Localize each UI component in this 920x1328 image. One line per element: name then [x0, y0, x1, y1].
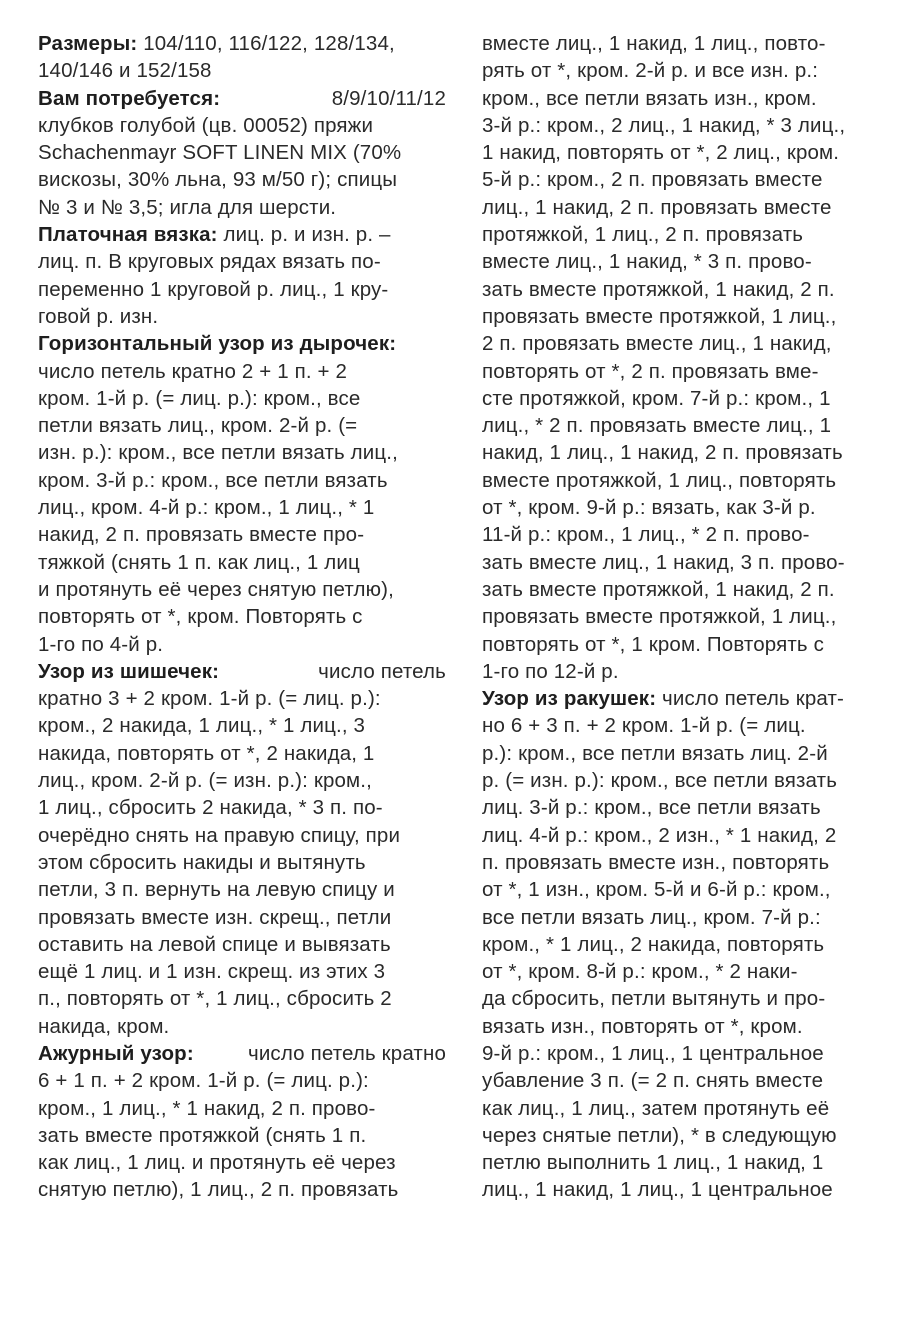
right-column	[482, 30, 892, 1204]
text-line: кром., 2 накида, 1 лиц., * 1 лиц., 3	[38, 714, 366, 738]
text-line: через снятые петли), * в следующую	[482, 1123, 837, 1147]
text-line: зать вместе протяжкой, 1 накид, 2 п.	[482, 577, 835, 601]
text-line: кром. 3-й р.: кром., все петли вязать	[38, 468, 388, 492]
text-line: 3-й р.: кром., 2 лиц., 1 накид, * 3 лиц.,	[482, 113, 846, 137]
text-line: 5-й р.: кром., 2 п. провязать вместе	[482, 168, 823, 192]
text-line: 2 п. провязать вместе лиц., 1 накид,	[482, 332, 832, 356]
text-line: от *, 1 изн., кром. 5-й и 6-й р.: кром.,	[482, 878, 831, 902]
text-line: накида, кром.	[38, 1014, 170, 1038]
shell-heading: Узор из ракушек:	[482, 687, 657, 711]
text-line: 140/146 и 152/158	[38, 59, 212, 83]
text-line: повторять от *, 2 п. провязать вме-	[482, 359, 819, 383]
text-line: изн. р.): кром., все петли вязать лиц.,	[38, 441, 398, 465]
text-line: как лиц., 1 лиц. и протянуть её через	[38, 1151, 396, 1175]
text-line: протяжкой, 1 лиц., 2 п. провязать	[482, 223, 804, 247]
text-line: накида, повторять от *, 2 накида, 1	[38, 741, 375, 765]
text-line: вместе лиц., 1 накид, 1 лиц., повто-	[482, 32, 826, 55]
lace-paragraph	[38, 1040, 446, 1204]
materials-heading: Вам потребуется:	[38, 86, 221, 110]
text-line: Schachenmayr SOFT LINEN MIX (70%	[38, 141, 402, 165]
text-line: рять от *, кром. 2-й р. и все изн. р.:	[482, 59, 819, 83]
text-line: р.): кром., все петли вязать лиц. 2-й	[482, 741, 828, 765]
text-line: клубков голубой (цв. 00052) пряжи	[38, 113, 374, 137]
text-line: от *, кром. 8-й р.: кром., * 2 нaки-	[482, 960, 798, 984]
text-line: и протянуть её через снятую петлю),	[38, 577, 394, 601]
text-line: вместе протяжкой, 1 лиц., повторять	[482, 468, 837, 492]
text-line: убавление 3 п. (= 2 п. снять вместе	[482, 1069, 824, 1093]
text-line: петли, 3 п. вернуть на левую спицу и	[38, 878, 395, 902]
bobble-heading: Узор из шишечек:	[38, 659, 220, 683]
eyelet-paragraph	[38, 330, 446, 658]
text-line: все петли вязать лиц., кром. 7-й р.:	[482, 905, 821, 929]
text-line: 1 лиц., сбросить 2 накида, * 3 п. по-	[38, 796, 383, 820]
text-line: да сбросить, петли вытянуть и про-	[482, 987, 826, 1011]
text-line: лиц., 1 накид, 2 п. провязать вместе	[482, 195, 832, 219]
text-line: лиц. 3-й р.: кром., все петли вязать	[482, 796, 821, 820]
text-line: р. (= изн. р.): кром., все петли вязать	[482, 769, 838, 793]
text-line: оставить на левой спице и вывязать	[38, 932, 391, 956]
text-line: лиц. п. В круговых рядах вязать по-	[38, 250, 381, 274]
text-line: переменно 1 круговой р. лиц., 1 кру-	[38, 277, 389, 301]
sizes-paragraph	[38, 30, 446, 85]
text-line: зать вместе протяжкой, 1 накид, 2 п.	[482, 277, 835, 301]
text-line: кром., * 1 лиц., 2 накида, повторять	[482, 932, 825, 956]
eyelet-heading: Горизонтальный узор из дырочек:	[38, 332, 397, 356]
text-line: лиц. 4-й р.: кром., 2 изн., * 1 накид, 2	[482, 823, 837, 847]
text-line: снятую петлю), 1 лиц., 2 п. провязать	[38, 1178, 399, 1202]
text-line: лиц., 1 накид, 1 лиц., 1 центральное	[482, 1178, 833, 1202]
text-line: 1 накид, повторять от *, 2 лиц., кром.	[482, 141, 840, 165]
garter-heading: Платочная вязка:	[38, 223, 218, 247]
text-line: накид, 2 п. провязать вместе про-	[38, 523, 365, 547]
text-line: число петель	[312, 659, 446, 683]
text-line: вместе лиц., 1 накид, * 3 п. прово-	[482, 250, 812, 274]
bobble-paragraph	[38, 658, 446, 1040]
text-line: число петель кратно 2 + 1 п. + 2	[38, 359, 348, 383]
text-line: петлю выполнить 1 лиц., 1 накид, 1	[482, 1151, 824, 1175]
text-line: провязать вместе протяжкой, 1 лиц.,	[482, 605, 837, 629]
text-line: п. провязать вместе изн., повторять	[482, 850, 830, 874]
text-line: как лиц., 1 лиц., затем протянуть её	[482, 1096, 830, 1120]
text-line: кром. 1-й р. (= лиц. р.): кром., все	[38, 386, 361, 410]
text-line: но 6 + 3 п. + 2 кром. 1-й р. (= лиц.	[482, 714, 806, 738]
lace-continued-paragraph	[482, 30, 892, 685]
garter-paragraph	[38, 221, 446, 330]
text-line: вязать изн., повторять от *, кром.	[482, 1014, 803, 1038]
text-line: провязать вместе протяжкой, 1 лиц.,	[482, 304, 837, 328]
text-line: кратно 3 + 2 кром. 1-й р. (= лиц. р.):	[38, 687, 381, 711]
text-line: повторять от *, кром. Повторять с	[38, 605, 363, 629]
text-line: говой р. изн.	[38, 304, 159, 328]
text-line: лиц. р. и изн. р. –	[217, 223, 391, 247]
left-column	[38, 30, 446, 1204]
text-line: число петель крат-	[656, 687, 844, 711]
text-line: лиц., * 2 п. провязать вместе лиц., 1	[482, 414, 832, 438]
materials-paragraph	[38, 85, 446, 221]
text-line: повторять от *, 1 кром. Повторять с	[482, 632, 824, 656]
text-line: 1-го по 12-й р.	[482, 659, 619, 683]
text-line: этом сбросить накиды и вытянуть	[38, 850, 366, 874]
text-line: № 3 и № 3,5; игла для шерсти.	[38, 195, 337, 219]
shell-paragraph	[482, 685, 892, 1204]
text-line: 8/9/10/11/12	[325, 86, 446, 110]
text-line: зать вместе лиц., 1 накид, 3 п. прово-	[482, 550, 845, 574]
text-line: п., повторять от *, 1 лиц., сбросить 2	[38, 987, 392, 1011]
text-line: лиц., кром. 2-й р. (= изн. р.): кром.,	[38, 769, 372, 793]
text-line: 11-й р.: кром., 1 лиц., * 2 п. прово-	[482, 523, 810, 547]
text-line: провязать вместе изн. скрещ., петли	[38, 905, 392, 929]
text-line: от *, кром. 9-й р.: вязать, как 3-й р.	[482, 496, 816, 520]
text-line: петли вязать лиц., кром. 2-й р. (=	[38, 414, 358, 438]
text-line: очерёдно снять на правую спицу, при	[38, 823, 401, 847]
text-line: вискозы, 30% льна, 93 м/50 г); спицы	[38, 168, 398, 192]
text-line: 6 + 1 п. + 2 кром. 1-й р. (= лиц. р.):	[38, 1069, 369, 1093]
text-line: ещё 1 лиц. и 1 изн. скрещ. из этих 3	[38, 960, 386, 984]
text-line: накид, 1 лиц., 1 накид, 2 п. провязать	[482, 441, 843, 465]
text-line: кром., 1 лиц., * 1 накид, 2 п. прово-	[38, 1096, 376, 1120]
text-line: тяжкой (снять 1 п. как лиц., 1 лиц	[38, 550, 360, 574]
text-line: лиц., кром. 4-й р.: кром., 1 лиц., * 1	[38, 496, 375, 520]
text-line: число петель кратно	[242, 1041, 446, 1065]
lace-heading: Ажурный узор:	[38, 1041, 194, 1065]
sizes-heading: Размеры:	[38, 32, 138, 55]
text-line: зать вместе протяжкой (снять 1 п.	[38, 1123, 367, 1147]
text-line: 9-й р.: кром., 1 лиц., 1 центральное	[482, 1041, 824, 1065]
text-line: сте протяжкой, кром. 7-й р.: кром., 1	[482, 386, 831, 410]
text-line: 1-го по 4-й р.	[38, 632, 164, 656]
text-line: кром., все петли вязать изн., кром.	[482, 86, 817, 110]
text-line: 104/110, 116/122, 128/134,	[137, 32, 395, 55]
